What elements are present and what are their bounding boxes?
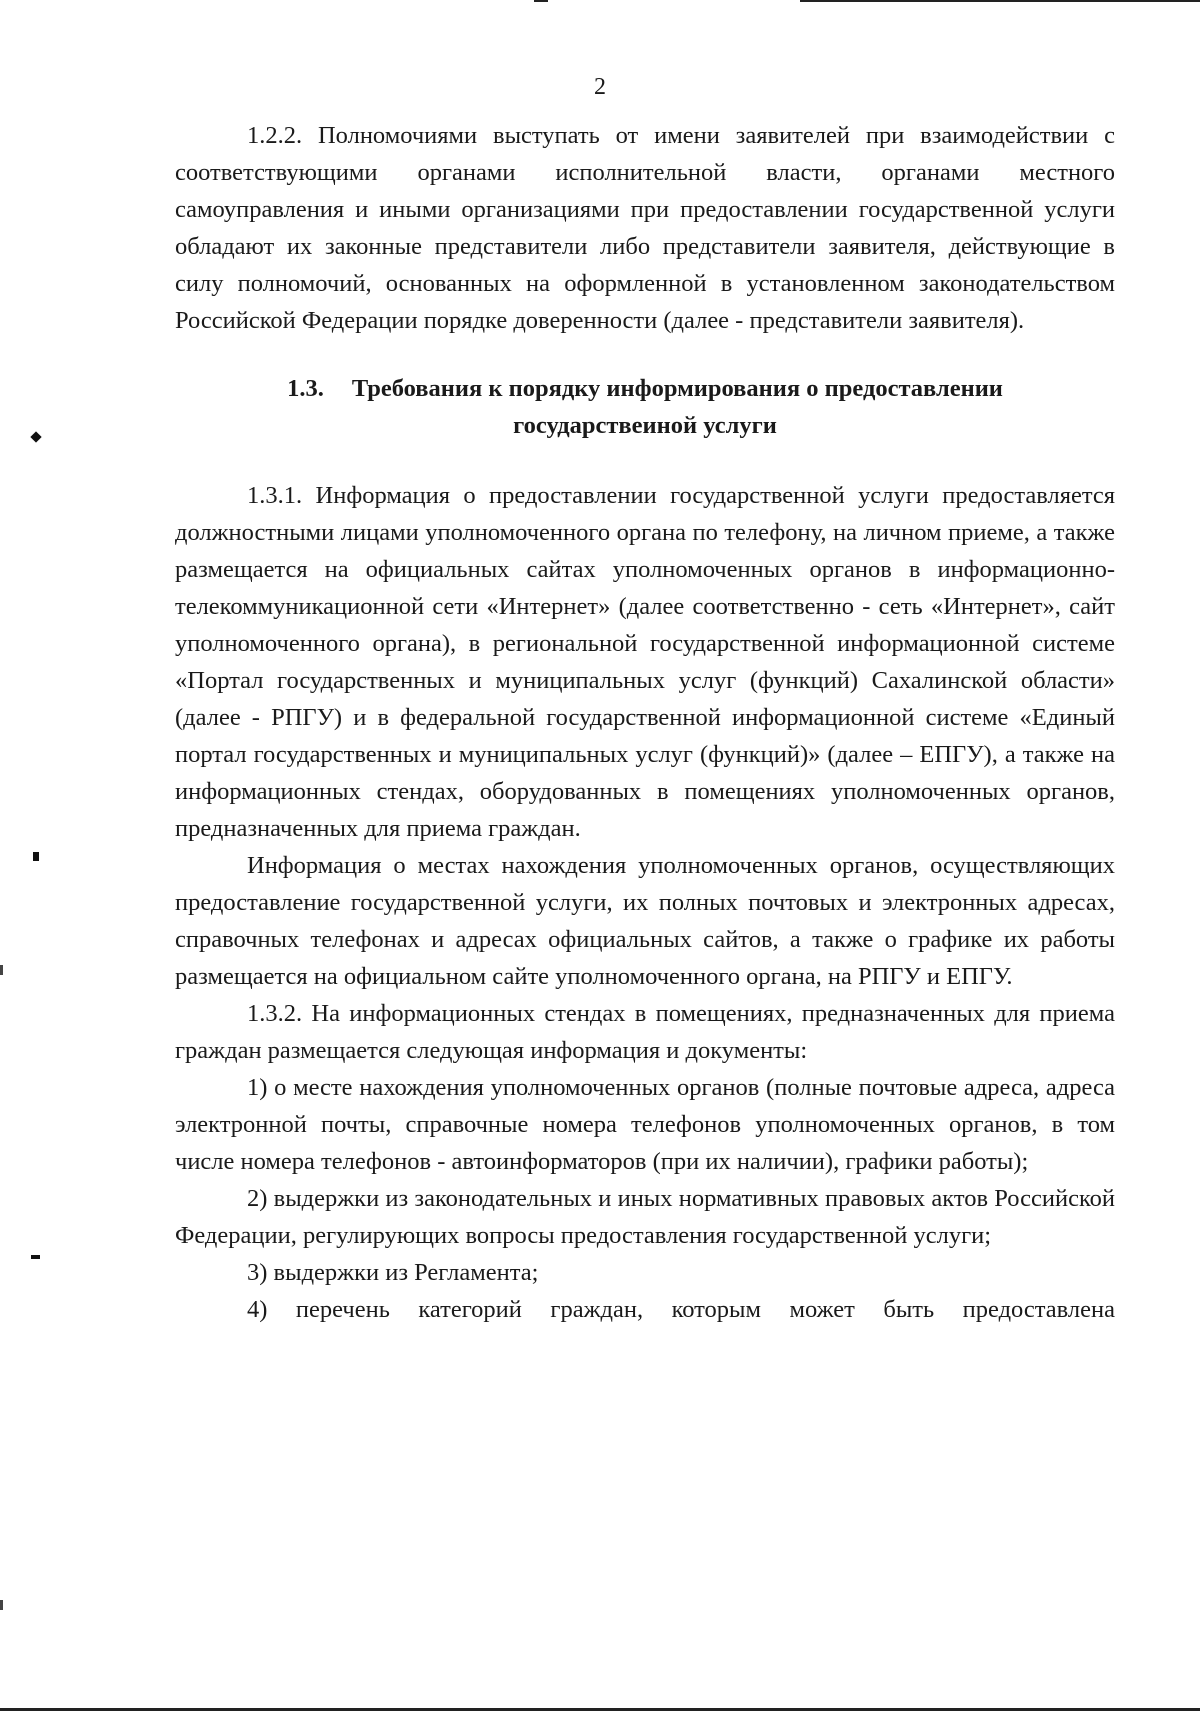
section-title-part-2: государствеиной услуги bbox=[513, 412, 777, 439]
scan-artifact-mark bbox=[31, 1255, 40, 1259]
section-heading bbox=[175, 370, 1115, 444]
section-title-part-1: Требования к порядку информирования о предоставлении bbox=[351, 375, 1003, 402]
scan-artifact-mark bbox=[0, 965, 3, 975]
paragraph-1-3-2: 1.3.2. На информационных стендах в помещениях, предназначенных для приема граждан размещается следующая информация и документы: bbox=[175, 1000, 1115, 1064]
section-number: 1.3. bbox=[287, 375, 324, 402]
list-item-1: 1) о месте нахождения уполномоченных органов (полные почтовые адреса, адреса электронной почты, справочные номера телефонов уполномоченных органов, в том числе номера телефонов - автоинформаторов (при их наличии), графики работы); bbox=[175, 1074, 1115, 1175]
scan-artifact-mark bbox=[33, 852, 39, 861]
list-item-3: 3) выдержки из Регламента; bbox=[247, 1259, 539, 1286]
section-heading-line-1 bbox=[175, 370, 1115, 407]
document-body bbox=[175, 117, 1115, 1328]
scan-artifact-mark bbox=[0, 1600, 3, 1610]
scan-artifact-mark bbox=[30, 431, 41, 442]
list-item-2: 2) выдержки из законодательных и иных нормативных правовых актов Российской Федерации, регулирующих вопросы предоставления государственной услуги; bbox=[175, 1185, 1115, 1249]
paragraph-1-3-1: 1.3.1. Информация о предоставлении государственной услуги предоставляется должностными лицами уполномоченного органа по телефону, на личном приеме, а также размещается на официальных сайтах уполномоченных органов в информационно-телекоммуникационной сети «Интернет» (далее соответственно - сеть «Интернет», сайт уполномоченного органа), в региональной государственной информационной системе «Портал государственных и муниципальных услуг (функций) Сахалинской области» (далее - РПГУ) и в федеральной государственной информационной системе «Единый портал государственных и муниципальных услуг (функций)» (далее – ЕПГУ), а также на информационных стендах, оборудованных в помещениях уполномоченных органов, предназначенных для приема граждан. bbox=[175, 482, 1115, 842]
list-item-4: 4) перечень категорий граждан, которым может быть предоставлена bbox=[247, 1296, 1115, 1323]
scan-artifact-line bbox=[800, 0, 1200, 2]
paragraph-locations: Информация о местах нахождения уполномоченных органов, осуществляющих предоставление государственной услуги, их полных почтовых и электронных адресах, справочных телефонах и адресах официальных сайтов, а также о графике их работы размещается на официальном сайте уполномоченного органа, на РПГУ и ЕПГУ. bbox=[175, 852, 1115, 990]
paragraph-1-2-2: 1.2.2. Полномочиями выступать от имени заявителей при взаимодействии с соответствующими органами исполнительной власти, органами местного самоуправления и иными организациями при предоставлении государственной услуги обладают их законные представители либо представители заявителя, действующие в силу полномочий, основанных на оформленной в установленном законодательством Российской Федерации порядке доверенности (далее - представители заявителя). bbox=[175, 122, 1115, 334]
page-number: 2 bbox=[594, 74, 606, 100]
scan-artifact-line bbox=[534, 0, 548, 2]
